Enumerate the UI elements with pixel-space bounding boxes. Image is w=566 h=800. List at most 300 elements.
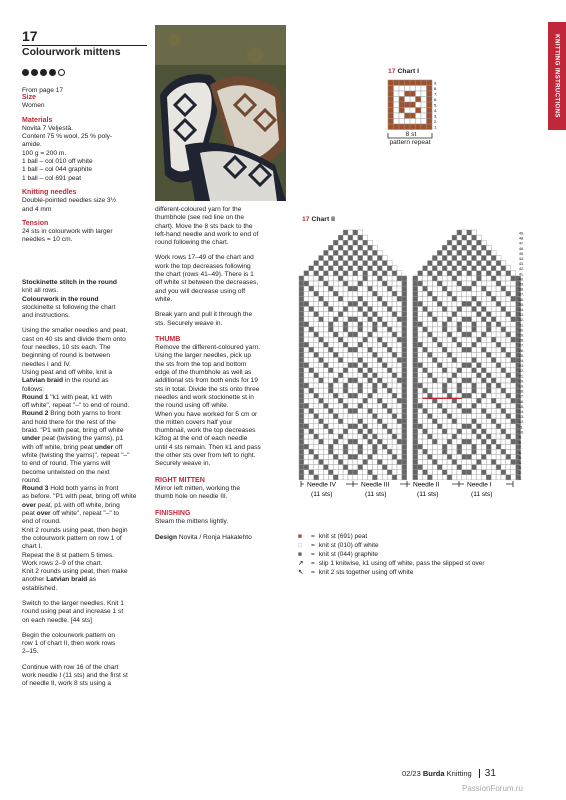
chart2-cell [319,434,324,439]
chart2-cell [353,245,358,250]
chart2-cell [437,266,442,271]
chart2-cell [304,444,309,449]
chart2-cell [481,470,486,475]
chart2-row-number: 46. [519,246,524,251]
chart2-cell [467,296,472,301]
chart2-cell [392,276,397,281]
chart2-cell [338,301,343,306]
chart2-cell [353,266,358,271]
chart2-cell [423,363,428,368]
chart2-cell [413,393,418,398]
chart2-cell [457,434,462,439]
chart2-cell [319,276,324,281]
chart2-cell [477,327,482,332]
chart2-cell [447,317,452,322]
chart2-cell [418,383,423,388]
chart2-cell [462,317,467,322]
chart2-cell [382,393,387,398]
chart2-cell [447,352,452,357]
chart2-cell [392,301,397,306]
chart2-cell [457,317,462,322]
chart2-cell [309,276,314,281]
chart1-cell [388,86,394,92]
chart2-cell [472,276,477,281]
chart2-cell [338,414,343,419]
chart2-cell [382,460,387,465]
chart2-cell [506,317,511,322]
chart2-cell [377,322,382,327]
chart2-cell [511,449,516,454]
chart2-cell [299,301,304,306]
chart2-cell [477,409,482,414]
chart2-cell [501,317,506,322]
chart2-cell [423,398,428,403]
chart2-cell [314,322,319,327]
chart2-cell [309,296,314,301]
chart2-cell [368,332,373,337]
chart1-cell [427,91,433,97]
chart2-cell [457,368,462,373]
chart2-cell [437,301,442,306]
chart2-cell [353,398,358,403]
chart2-cell [368,276,373,281]
chart2-cell [491,373,496,378]
chart2-cell [506,460,511,465]
text-line: round using peat and increase 1 st [22,608,124,616]
chart2-cell [462,368,467,373]
chart2-cell [452,307,457,312]
chart2-cell [309,312,314,317]
chart2-cell [428,276,433,281]
chart2-cell [491,271,496,276]
chart2-cell [423,312,428,317]
chart2-cell [387,403,392,408]
chart2-cell [447,449,452,454]
chart2-cell [457,281,462,286]
chart2-cell [348,465,353,470]
chart2-cell [452,460,457,465]
chart2-cell [423,327,428,332]
chart2-cell [467,342,472,347]
chart2-cell [462,240,467,245]
chart2-cell [377,342,382,347]
chart2-cell [368,460,373,465]
chart2-cell [467,312,472,317]
chart2-cell [496,327,501,332]
chart2-cell [437,403,442,408]
chart2-cell [328,424,333,429]
chart2-cell [423,460,428,465]
chart1-cell [421,113,427,119]
chart2-cell [368,347,373,352]
chart2-cell [363,378,368,383]
chart2-cell [481,307,486,312]
chart2-cell [477,368,482,373]
chart2-cell [437,276,442,281]
chart2-cell [402,439,407,444]
chart2-cell [338,449,343,454]
chart2-cell [467,266,472,271]
chart2-cell [423,347,428,352]
chart2-cell [418,291,423,296]
chart2-cell [423,434,428,439]
chart2-cell [299,449,304,454]
chart2-cell [343,470,348,475]
chart2-cell [457,291,462,296]
chart2-cell [481,383,486,388]
chart2-cell [491,449,496,454]
chart2-cell [358,307,363,312]
chart2-cell [299,296,304,301]
chart2-cell [501,322,506,327]
chart2-cell [348,419,353,424]
chart2-cell [299,373,304,378]
chart2-cell [353,460,358,465]
chart2-cell [428,460,433,465]
chart2-cell [442,317,447,322]
chart2-cell [382,388,387,393]
chart2-cell [428,403,433,408]
chart2-cell [437,291,442,296]
chart2-cell [418,358,423,363]
chart2-cell [397,403,402,408]
chart2-cell [363,454,368,459]
chart2-cell [428,317,433,322]
chart2-cell [447,312,452,317]
chart2-cell [511,337,516,342]
chart2-cell [418,378,423,383]
text-line: and hold there for the rest of the [22,418,116,426]
chart2-cell [304,409,309,414]
chart2-cell [343,301,348,306]
page-footer [402,768,496,779]
chart2-cell [309,286,314,291]
legend-eq: = [311,551,315,558]
chart2-row-number: 38. [519,287,524,292]
chart2-cell [506,322,511,327]
chart2-cell [348,398,353,403]
chart2-cell [319,363,324,368]
chart2-cell [333,368,338,373]
chart2-cell [368,434,373,439]
chart2-cell [413,327,418,332]
chart2-cell [373,368,378,373]
chart2-cell [309,373,314,378]
chart2-cell [432,454,437,459]
chart2-cell [402,363,407,368]
chart1-cell [416,86,422,92]
chart2-cell [423,368,428,373]
chart2-cell [333,358,338,363]
chart1-cell [427,119,433,125]
chart2-cell [452,332,457,337]
chart2-cell [501,276,506,281]
chart2-cell [363,424,368,429]
chart2-cell [314,465,319,470]
chart2-cell [457,322,462,327]
chart2-cell [353,470,358,475]
chart2-cell [324,424,329,429]
chart2-cell [501,403,506,408]
chart2-cell [358,454,363,459]
chart2-cell [363,358,368,363]
chart1-cell [399,80,405,86]
legend-item [298,532,538,541]
chart2-cell [397,475,402,480]
page-number: 31 [484,768,496,779]
chart2-cell [299,363,304,368]
chart2-cell [472,470,477,475]
chart2-cell [413,465,418,470]
chart2-cell [462,419,467,424]
chart2-cell [486,352,491,357]
chart2-cell [373,470,378,475]
chart2-cell [481,332,486,337]
chart1-cell [416,108,422,114]
text-line: 1 ball – col 044 graphite [22,166,93,174]
chart2-cell [377,444,382,449]
chart2-cell [373,296,378,301]
chart2-cell [501,424,506,429]
chart2-cell [442,419,447,424]
chart2-cell [343,429,348,434]
chart2-cell [304,368,309,373]
chart2-cell [457,460,462,465]
chart2-cell [363,347,368,352]
chart2-cell [428,261,433,266]
chart2-cell [363,296,368,301]
chart2-cell [377,281,382,286]
chart2-cell [309,439,314,444]
chart2-cell [452,419,457,424]
chart2-cell [472,373,477,378]
chart2-cell [309,368,314,373]
text-line: left-hand needle and work to end of [155,230,259,238]
chart2-cell [486,388,491,393]
chart2-cell [486,424,491,429]
chart2-cell [392,281,397,286]
chart2-cell [472,434,477,439]
chart2-cell [462,383,467,388]
chart2-cell [447,307,452,312]
chart2-cell [511,470,516,475]
chart2-cell [511,327,516,332]
chart2-cell [343,245,348,250]
text-line [22,593,152,600]
finishing-heading: FINISHING [155,509,191,517]
needles-heading: Knitting needles [22,188,77,196]
chart2-cell [353,378,358,383]
chart2-cell [328,465,333,470]
chart2-cell [358,276,363,281]
chart2-cell [428,327,433,332]
chart2-cell [467,261,472,266]
chart2-cell [377,301,382,306]
chart2-cell [477,414,482,419]
chart2-cell [319,460,324,465]
chart2-cell [373,281,378,286]
chart2-cell [496,312,501,317]
chart2-cell [486,444,491,449]
chart2-cell [353,235,358,240]
chart2-cell [392,393,397,398]
chart2-cell [319,286,324,291]
chart2-cell [511,352,516,357]
chart2-cell [423,286,428,291]
chart2-cell [343,409,348,414]
chart2-row-number: 16. [519,399,524,404]
chart2-cell [506,307,511,312]
chart2-cell [506,409,511,414]
chart2-cell [324,296,329,301]
chart2-cell [402,398,407,403]
chart2-cell [328,470,333,475]
pattern-header [22,28,152,95]
chart2-cell [343,261,348,266]
chart2-cell [437,281,442,286]
chart2-cell [423,296,428,301]
chart2-cell [353,327,358,332]
chart2-cell [477,378,482,383]
chart2-cell [314,312,319,317]
chart2-cell [442,286,447,291]
chart2-cell [472,465,477,470]
chart2-cell [377,337,382,342]
chart2-cell [442,373,447,378]
chart2-cell [501,398,506,403]
chart2-cell [348,301,353,306]
chart2-cell [496,398,501,403]
chart2-cell [373,256,378,261]
chart2-cell [452,403,457,408]
text-line: 1 ball – col 691 peat [22,174,82,182]
chart2-cell [452,256,457,261]
chart2-cell [477,424,482,429]
chart2-cell [496,393,501,398]
chart2-cell [363,261,368,266]
chart2-cell [363,429,368,434]
chart2-cell [304,347,309,352]
chart2-cell [477,240,482,245]
chart2-cell [452,286,457,291]
chart2-cell [353,307,358,312]
chart2-cell [324,475,329,480]
chart2-cell [462,266,467,271]
chart2-cell [477,337,482,342]
chart2-cell [343,322,348,327]
chart2-cell [387,454,392,459]
chart2-cell [452,245,457,250]
chart2-cell [491,327,496,332]
chart2-cell [506,271,511,276]
chart2-cell [506,368,511,373]
chart2-cell [491,322,496,327]
chart2-cell [447,266,452,271]
chart2-cell [462,434,467,439]
chart2-cell [496,383,501,388]
chart2-cell [368,398,373,403]
chart2-cell [392,398,397,403]
section-tab-label: KNITTING INSTRUCTIONS [553,34,561,118]
chart2-cell [437,475,442,480]
chart2-cell [348,337,353,342]
chart1-cell [394,86,400,92]
chart2-cell [442,322,447,327]
chart2-cell [358,434,363,439]
chart1-cell [388,97,394,103]
chart2-cell [472,307,477,312]
chart2-cell [314,317,319,322]
chart2-cell [363,393,368,398]
chart2-cell [358,245,363,250]
chart2-cell [343,454,348,459]
chart2-cell [432,378,437,383]
chart2-cell [413,378,418,383]
chart2-row-number: 22. [519,369,524,374]
chart2-cell [309,434,314,439]
text-line: stockinette st following the chart [22,303,116,311]
chart2-cell [314,266,319,271]
chart2-cell [392,419,397,424]
chart2-cell [299,393,304,398]
chart2-cell [324,327,329,332]
chart2-cell [348,332,353,337]
chart2-cell [319,388,324,393]
chart2-cell [387,444,392,449]
chart2-cell [432,424,437,429]
chart2-cell [299,470,304,475]
chart2-cell [309,419,314,424]
chart2-cell [432,363,437,368]
chart2-cell [472,475,477,480]
chart2-cell [382,363,387,368]
chart2-cell [428,337,433,342]
chart2-cell [447,296,452,301]
chart2-cell [324,429,329,434]
chart2-cell [392,317,397,322]
chart2-cell [309,291,314,296]
chart2-cell [382,337,387,342]
chart2-cell [491,256,496,261]
chart2-cell [348,240,353,245]
chart2-cell [397,393,402,398]
chart1-cell [399,113,405,119]
chart2-cell [428,449,433,454]
chart2-cell [387,460,392,465]
chart2-cell [343,378,348,383]
chart2-cell [506,429,511,434]
chart1-cell [388,102,394,108]
chart2-row-number: 9. [519,435,522,440]
chart2-cell [496,373,501,378]
chart2-cell [319,449,324,454]
text-line: needles = 10 cm. [22,236,73,244]
chart2-cell [447,373,452,378]
text-line: different-coloured yarn for the [155,206,242,213]
chart2-cell [304,358,309,363]
chart2-cell [447,342,452,347]
chart2-cell [506,266,511,271]
chart2-cell [387,409,392,414]
chart2-cell [348,424,353,429]
chart2-cell [314,291,319,296]
chart2-cell [457,276,462,281]
chart2-cell [506,337,511,342]
chart2-cell [506,291,511,296]
chart2-cell [472,250,477,255]
chart2-cell [304,373,309,378]
chart2-cell [309,403,314,408]
